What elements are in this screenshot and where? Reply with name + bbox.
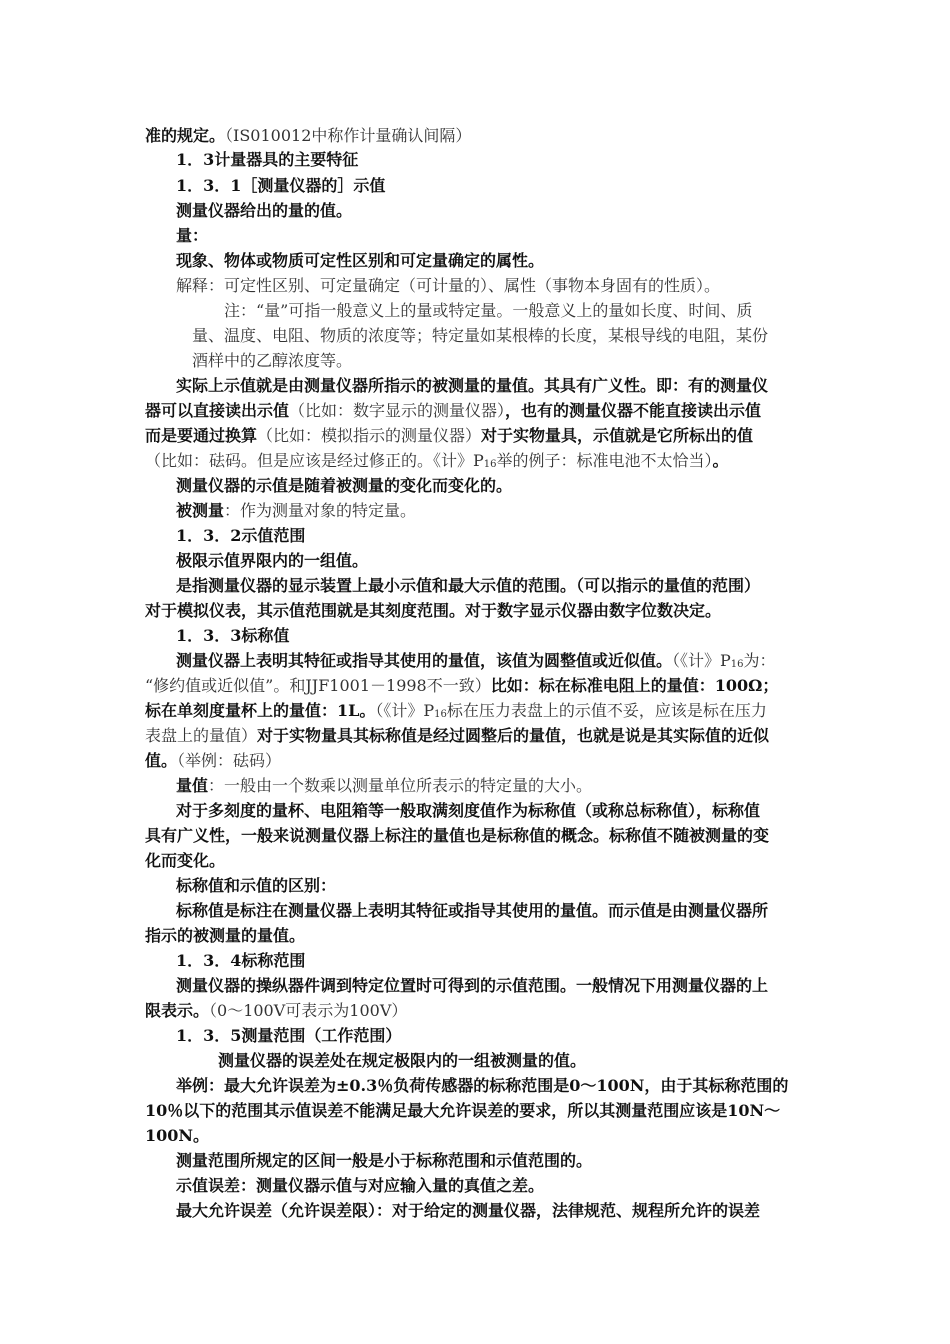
note-line: 酒样中的乙醇浓度等。 [192,351,353,370]
text-line: 最大允许误差（允许误差限）：对于给定的测量仪器，法律规范、规程所允许的误差 [176,1201,761,1220]
text-line: 而是要通过换算（比如：模拟指示的测量仪器）对于实物量具，示值就是它所标出的值 [145,426,754,445]
text-line: 限表示。（0～100V可表示为100V） [145,1001,408,1020]
text-line: 现象、物体或物质可定性区别和可定量确定的属性。 [176,251,545,270]
text-line: 指示的被测量的量值。 [145,926,306,945]
text-line: “修约值或近似值”。和JJF1001－1998不一致）比如：标在标准电阻上的量值：100Ω； [145,676,779,695]
text-line: 举例：最大允许误差为±0.3％负荷传感器的标称范围是0～100N，由于其标称范围的 [176,1076,789,1095]
text-line: 化而变化。 [145,851,226,870]
section-heading: 1．3．2示值范围 [176,526,306,545]
text-line: 标在单刻度量杯上的量值：1L。（《计》$P_{16}$标在压力表盘上的示值不妥，应该是标在压力 [145,701,767,720]
text-line: 对于模拟仪表，其示值范围就是其刻度范围。对于数字显示仪器由数字位数决定。 [145,601,722,620]
text-line: 测量范围所规定的区间一般是小于标称范围和示值范围的。 [176,1151,593,1170]
text-line: 极限示值界限内的一组值。 [176,551,369,570]
section-heading: 1．3．4标称范围 [176,951,306,970]
text-line: 实际上示值就是由测量仪器所指示的被测量的量值。其具有广义性。即：有的测量仪 [176,376,769,395]
text-line: 100N。 [145,1126,210,1145]
text-line: 测量仪器的示值是随着被测量的变化而变化的。 [176,476,513,495]
text-line: 具有广义性，一般来说测量仪器上标注的量值也是标称值的概念。标称值不随被测量的变 [145,826,770,845]
text-line: 解释：可定性区别、可定量确定（可计量的）、属性（事物本身固有的性质）。 [176,276,721,295]
text-line: 测量仪器给出的量的值。 [176,201,353,220]
text-line: 器可以直接读出示值（比如：数字显示的测量仪器），也有的测量仪器不能直接读出示值 [145,401,762,420]
text-line: 量值：一般由一个数乘以测量单位所表示的特定量的大小。 [176,776,593,795]
text-line: 准的规定。（IS010012中称作计量确认间隔） [145,126,472,145]
text-line: 测量仪器的操纵器件调到特定位置时可得到的示值范围。一般情况下用测量仪器的上 [176,976,769,995]
text-line: 被测量：作为测量对象的特定量。 [176,501,417,520]
text-line: 示值误差：测量仪器示值与对应输入量的真值之差。 [176,1176,545,1195]
section-heading: 1．3计量器具的主要特征 [176,150,359,169]
text-line: 值。（举例：砝码） [145,751,282,770]
note-line: 注：“量”可指一般意义上的量或特定量。一般意义上的量如长度、时间、质 [224,301,753,320]
text-line: 标称值和示值的区别： [176,876,337,895]
section-heading: 1．3．5测量范围（工作范围） [176,1026,402,1045]
section-heading: 1．3．1［测量仪器的］示值 [176,176,386,195]
section-heading: 1．3．3标称值 [176,626,290,645]
text-line: （比如：砝码。但是应该是经过修正的。《计》$P_{16}$举的例子：标准电池不太恰当）。 [145,451,729,470]
text-line: 对于多刻度的量杯、电阻箱等一般取满刻度值作为标称值（或称总标称值），标称值 [176,801,761,820]
text-line: 10％以下的范围其示值误差不能满足最大允许误差的要求，所以其测量范围应该是10N～ [145,1101,781,1120]
text-line: 表盘上的量值）对于实物量具其标称值是经过圆整后的量值，也就是说是其实际值的近似 [145,726,770,745]
text-line: 是指测量仪器的显示装置上最小示值和最大示值的范围。（可以指示的量值的范围） [176,576,761,595]
text-line: 标称值是标注在测量仪器上表明其特征或指导其使用的量值。而示值是由测量仪器所 [176,901,769,920]
text-line: 测量仪器的误差处在规定极限内的一组被测量的值。 [218,1051,587,1070]
text-line: 量： [176,226,209,245]
note-line: 量、温度、电阻、物质的浓度等；特定量如某根棒的长度，某根导线的电阻，某份 [192,326,769,345]
text-line: 测量仪器上表明其特征或指导其使用的量值，该值为圆整值或近似值。（《计》$P_{16}$为： [176,651,776,670]
